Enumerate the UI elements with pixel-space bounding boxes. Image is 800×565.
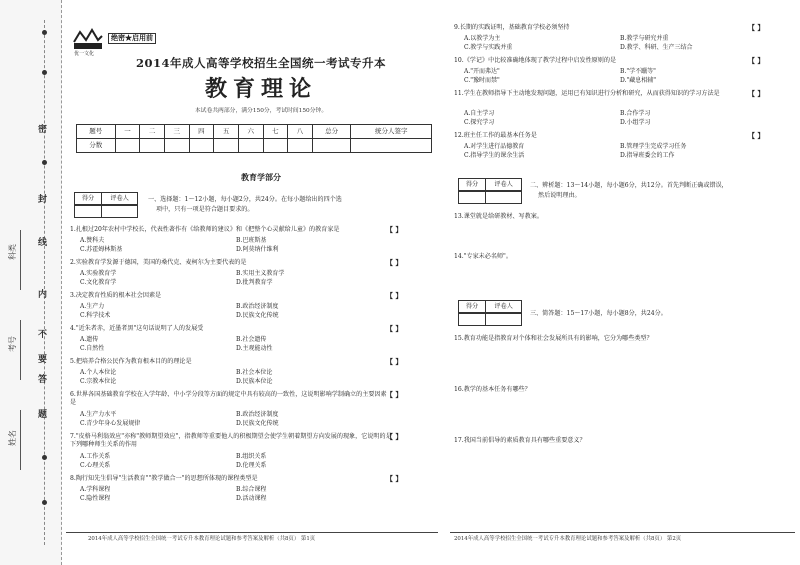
question-6: 6.世界各国基础教育学校在入学年龄、中小学分段等方面的规定中具有较高的一致性，这说明影响学制确立的主要因素是 [70,391,387,406]
option-d[interactable]: D.批判教育学 [236,279,273,286]
answer-bracket[interactable]: 【 】 [748,89,765,98]
seal-char: 密 [38,125,48,135]
binding-hole [42,30,47,35]
option-b[interactable]: B."学不躐等" [620,68,656,75]
section-instruction: 三、简答题：15～17小题，每小题8分，共24分。 [530,310,667,317]
exam-notice: 本试卷共两部分，满分150分，考试时间150分钟。 [194,108,328,114]
question-14: 14."专家未必名师"。 [454,253,512,260]
part-title: 教育学部分 [241,172,281,182]
seal-char: 封 [38,195,48,205]
binding-strip [0,0,62,565]
option-a[interactable]: A.对学生进行品德教育 [464,143,525,150]
answer-bracket[interactable]: 【 】 [386,432,403,441]
score-cell: 八 [288,125,313,139]
binding-hole [42,70,47,75]
grader-label: 评卷人 [494,303,513,310]
option-c[interactable]: C.宗教本位论 [80,378,117,385]
option-a[interactable]: A.工作关系 [80,453,111,460]
option-b[interactable]: B.实用主义教育学 [236,270,285,277]
grader-box-empty [458,190,522,204]
option-d[interactable]: D.主观能动性 [236,345,273,352]
option-d[interactable]: D."藏息相辅" [620,77,657,84]
exam-title: 2014年成人高等学校招生全国统一考试专升本 [135,56,386,70]
option-d[interactable]: D.小组学习 [620,119,651,126]
question-3: 3.决定教育性质的根本社会因素是 [70,292,162,299]
score-cell: 分数 [77,139,116,153]
answer-bracket[interactable]: 【 】 [386,291,403,300]
question-4: 12.班主任工作的最基本任务是 [454,132,537,139]
option-d[interactable]: D.阿莫纳什维利 [236,246,279,253]
option-c[interactable]: C.科学技术 [80,312,111,319]
score-cell: 七 [263,125,288,139]
option-c[interactable]: C.苏霍姆林斯基 [80,246,123,253]
section-instruction: 项中，只有一项是符合题目要求的。 [156,206,254,213]
option-c[interactable]: C.指导学生的课余生活 [464,152,525,159]
section-instruction: 一、选择题：1～12小题，每小题2分，共24分。在每小题给出的四个选 [148,196,342,203]
question-8: 8.陶行知先生倡导"生活教育""教学做合一"的思想所体现的课程类型是 [70,475,258,482]
option-d[interactable]: D.伦理关系 [236,462,267,469]
option-b[interactable]: B.巴班斯基 [236,237,267,244]
option-d[interactable]: D.指导班委会的工作 [620,152,675,159]
score-cell: 六 [238,125,263,139]
option-a[interactable]: A.遗传 [80,336,99,343]
answer-bracket[interactable]: 【 】 [748,23,765,32]
score-cell: 一 [115,125,140,139]
question-16: 16.教学的基本任务有哪些？ [454,386,531,393]
option-b[interactable]: B.社会遗传 [236,336,267,343]
seal-char: 内 [38,290,48,300]
option-b[interactable]: B.合作学习 [620,110,651,117]
seal-char: 答 [38,375,48,385]
publisher-logo [72,28,104,50]
score-cell: 二 [140,125,165,139]
answer-bracket[interactable]: 【 】 [386,225,403,234]
page-footer: 2014年成人高等学校招生全国统一考试专升本教育理论试题和参考答案及解析（共8页） 第2页 [454,536,682,542]
option-a[interactable]: A.生产力水平 [80,411,117,418]
grader-box-empty [458,312,522,326]
question-15: 15.教育功能是指教育对个体和社会发展所具有的影响，它分为哪些类型？ [454,335,653,342]
score-cell: 统分人签字 [351,125,432,139]
score-table-header-row [77,125,432,139]
option-a[interactable]: A."开而弗达" [464,68,500,75]
binding-hole [42,455,47,460]
option-a[interactable]: A.赞科夫 [80,237,105,244]
right-page [450,0,800,565]
option-a[interactable]: A.生产力 [80,303,105,310]
question-1: 9.长期的实践证明，基础教育学校必须坚持 [454,24,570,31]
grader-score-label: 得分 [75,193,102,205]
question-2: 2.实验教育学发源于德国，美国的桑代克、麦柯尔为主要代表的是 [70,259,247,266]
option-c[interactable]: C."豫时而禁" [464,77,500,84]
grader-box-empty [74,204,138,218]
option-b[interactable]: B.教学与研究并重 [620,35,669,42]
left-page [66,0,444,565]
option-c[interactable]: C.心理关系 [80,462,111,469]
answer-bracket[interactable]: 【 】 [748,56,765,65]
option-b[interactable]: B.政治经济制度 [236,303,279,310]
option-c[interactable]: C.青少年身心发展规律 [80,420,141,427]
grader-label: 评卷人 [494,181,513,188]
option-c[interactable]: C.探究学习 [464,119,495,126]
score-cell: 三 [164,125,189,139]
label-exam-number: 考号 [8,336,17,352]
option-d[interactable]: D.民族本位论 [236,378,273,385]
score-table-value-row [77,139,432,153]
subject-title: 教育理论 [204,76,317,102]
answer-bracket[interactable]: 【 】 [748,131,765,140]
label-name: 姓名 [8,430,17,446]
grader-label: 评卷人 [110,195,129,202]
logo-icon [72,28,104,50]
option-c[interactable]: C.自然性 [80,345,105,352]
score-table [76,124,432,153]
option-b[interactable]: B.社会本位论 [236,369,273,376]
option-a[interactable]: A.自主学习 [464,110,495,117]
score-cell: 四 [189,125,214,139]
grader-score-label: 得分 [459,179,486,191]
binding-hole [42,500,47,505]
seal-char: 要 [38,355,48,365]
seal-char: 线 [38,238,48,248]
section-instruction: 然后说明理由。 [538,192,581,199]
option-b[interactable]: B.综合课程 [236,486,267,493]
option-d[interactable]: D.教学、科研、生产三结合 [620,44,693,51]
question-13: 13.课堂就是给研教材、写教案。 [454,213,543,220]
question-3: 11.学生在教师指导下主动地发现问题，运用已有知识进行分析和研究，从而获得知识的学习方法是 [454,90,720,97]
option-a[interactable]: A.以教学为主 [464,35,501,42]
option-d[interactable]: D.民族文化传统 [236,312,279,319]
answer-bracket[interactable]: 【 】 [386,357,403,366]
question-1: 1.扎根过20年农村中学校长，代表性著作有《给教师的建议》和《把整个心灵献给儿童》的教育家是 [70,226,340,233]
option-d[interactable]: D.活动课程 [236,495,267,502]
question-4: 4."近朱者赤，近墨者黑"这句话说明了人的发展受 [70,325,204,332]
score-cell: 题号 [77,125,116,139]
section-instruction: 二、辨析题：13～14小题，每小题6分，共12分。首先判断正确或错误， [530,182,728,189]
answer-bracket[interactable]: 【 】 [386,324,403,333]
score-cell: 总分 [312,125,351,139]
answer-bracket[interactable]: 【 】 [386,258,403,267]
grader-score-label: 得分 [459,301,486,313]
seal-char: 题 [38,410,48,420]
question-5: 5.把培养合格公民作为教育根本目的的理论是 [70,358,192,365]
answer-bracket[interactable]: 【 】 [386,390,403,399]
option-a[interactable]: A.个人本位论 [80,369,117,376]
question-7: 7."皮格马利翁效应"亦称"教师期望效应"，指教师等重要他人的积极期望会使学生朝着期望方向发展的现象，它说明的是下列哪种师生关系的作用 [70,433,392,448]
option-a[interactable]: A.学科课程 [80,486,111,493]
option-b[interactable]: B.政治经济制度 [236,411,279,418]
option-b[interactable]: B.管理学生完成学习任务 [620,143,687,150]
binding-hole [42,160,47,165]
option-c[interactable]: C.隐性课程 [80,495,111,502]
option-c[interactable]: C.教学与实践并重 [464,44,513,51]
question-2: 10.《学记》中比较准确地体现了教学过程中启发性原则的是 [454,57,617,64]
label-category: 科类 [8,244,17,260]
seal-line [44,20,45,545]
seal-char: 不 [38,330,48,340]
option-b[interactable]: B.组织关系 [236,453,267,460]
score-cell: 五 [214,125,239,139]
page-footer: 2014年成人高等学校招生全国统一考试专升本教育理论试题和参考答案及解析（共8页） 第1页 [88,536,316,542]
option-a[interactable]: A.实验教育学 [80,270,117,277]
option-d[interactable]: D.民族文化传统 [236,420,279,427]
option-c[interactable]: C.文化教育学 [80,279,117,286]
question-17: 17.我国当前倡导的素质教育具有哪些重要意义？ [454,437,586,444]
logo-text: 优一文化 [74,51,95,57]
answer-bracket[interactable]: 【 】 [386,474,403,483]
confidential-badge: 绝密★启用前 [108,33,156,44]
